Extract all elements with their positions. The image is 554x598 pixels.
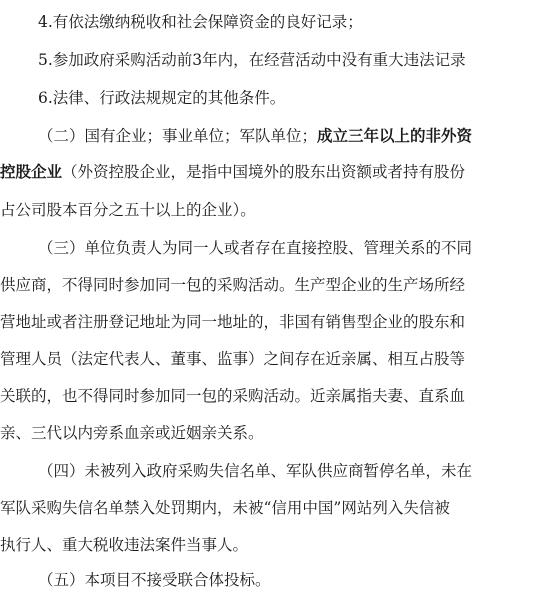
para3-line: 亲、三代以内旁系血亲或近姻亲关系。 — [0, 424, 264, 442]
para2-emphasis: 控股企业 — [0, 163, 63, 181]
para2-text: （二）国有企业；事业单位；军队单位； — [38, 127, 318, 145]
para2-line1 — [38, 118, 554, 154]
para3-line: 关联的，也不得同时参加同一包的采购活动。近亲属指夫妻、直系血 — [0, 387, 466, 405]
para4-line: （四）未被列入政府采购失信名单、军队供应商暂停名单，未在 — [38, 462, 473, 480]
item-6: 6.法律、行政法规规定的其他条件。 — [38, 89, 286, 107]
para3-line: （三）单位负责人为同一人或者存在直接控股、管理关系的不同 — [38, 239, 473, 257]
para2-emphasis: 成立三年以上的非外资 — [317, 127, 473, 145]
para3-line: 供应商，不得同时参加同一包的采购活动。生产型企业的生产场所经 — [0, 276, 466, 294]
para3-line: 管理人员（法定代表人、董事、监事）之间存在近亲属、相互占股等 — [0, 350, 466, 368]
item-5: 5.参加政府采购活动前3年内，在经营活动中没有重大违法记录 — [38, 51, 466, 69]
para4-line: 执行人、重大税收违法案件当事人。 — [0, 536, 249, 554]
para5-line: （五）本项目不接受联合体投标。 — [38, 571, 271, 589]
para2-text: （外资控股企业，是指中国境外的股东出资额或者持有股份 — [62, 163, 466, 181]
para3-line: 营地址或者注册登记地址为同一地址的，非国有销售型企业的股东和 — [0, 313, 466, 331]
para4-line: 军队采购失信名单禁入处罚期内，未被“信用中国”网站列入失信被 — [0, 499, 450, 517]
item-4: 4.有依法缴纳税收和社会保障资金的良好记录； — [38, 13, 363, 31]
para2-line2 — [0, 154, 554, 190]
para2-line3: 占公司股本百分之五十以上的企业）。 — [0, 201, 256, 219]
